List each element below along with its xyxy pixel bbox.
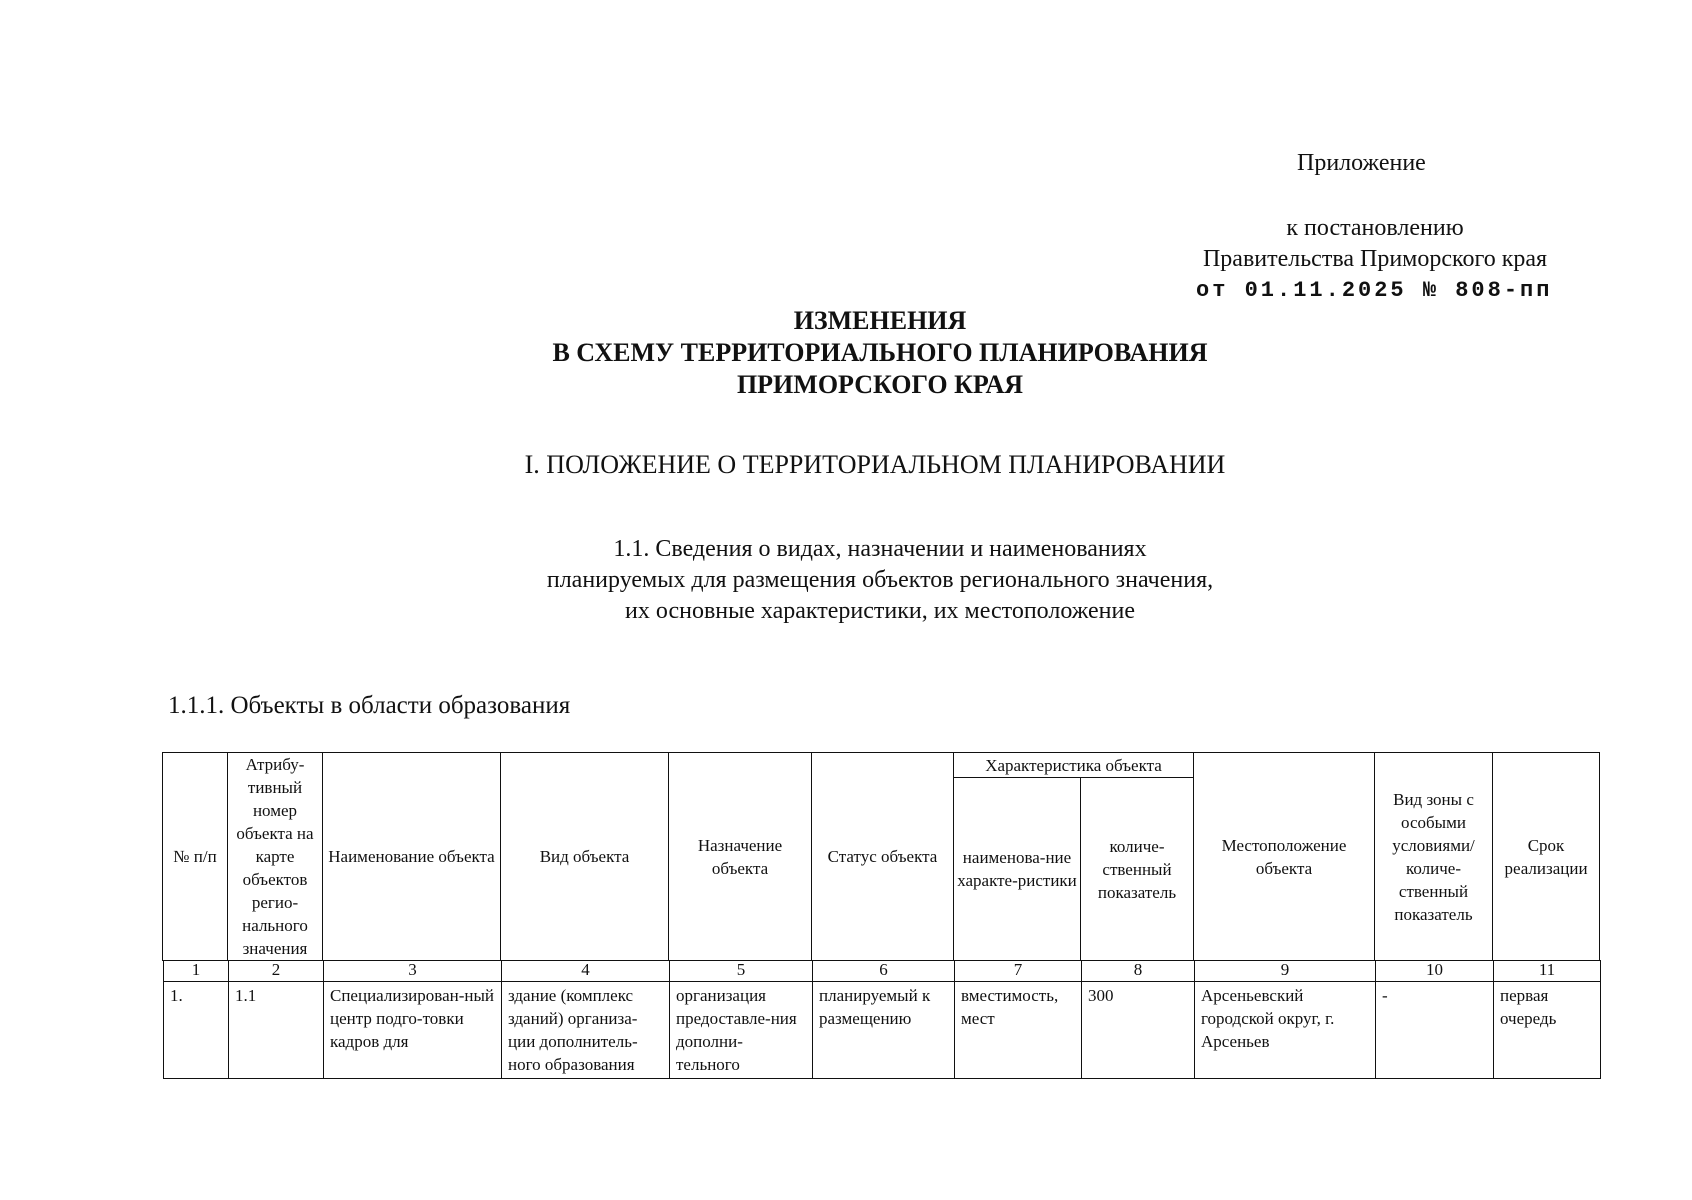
appendix-label: Приложение <box>1297 150 1426 176</box>
column-number: 7 <box>955 961 1082 982</box>
appendix-address <box>1175 213 1575 275</box>
header-term: Срок реализации <box>1493 753 1600 961</box>
cell-status: планируемый к размещению <box>813 982 955 1079</box>
cell-zone: - <box>1376 982 1494 1079</box>
header-location: Местоположение объекта <box>1194 753 1375 961</box>
cell-num: 1. <box>164 982 229 1079</box>
column-number: 5 <box>670 961 813 982</box>
header-purpose: Назначение объекта <box>669 753 812 961</box>
subsection-heading <box>380 534 1380 627</box>
header-attr-number: Атрибу-тивный номер объекта на карте объектов регио-нального значения <box>228 753 323 961</box>
column-number: 3 <box>324 961 502 982</box>
header-char-name: наименова-ние характе-ристики <box>954 778 1081 961</box>
table-header <box>162 752 1600 961</box>
to-resolution-text: к постановлению <box>1286 215 1464 241</box>
column-number: 11 <box>1494 961 1601 982</box>
column-number: 9 <box>1195 961 1376 982</box>
table-body <box>163 960 1601 1079</box>
header-status: Статус объекта <box>812 753 954 961</box>
government-text: Правительства Приморского края <box>1202 246 1548 272</box>
column-number: 4 <box>502 961 670 982</box>
header-char-value: количе-ственный показатель <box>1081 778 1194 961</box>
cell-type: здание (комплекс зданий) организа-ции дополнитель-ного образования <box>502 982 670 1079</box>
header-name: Наименование объекта <box>323 753 501 961</box>
title-line-3: ПРИМОРСКОГО КРАЯ <box>736 370 1024 399</box>
cell-term: первая очередь <box>1494 982 1601 1079</box>
document-number: от 01.11.2025 № 808-пп <box>1196 278 1553 303</box>
header-num: № п/п <box>163 753 228 961</box>
header-type: Вид объекта <box>501 753 669 961</box>
column-number: 8 <box>1082 961 1195 982</box>
section-heading: I. ПОЛОЖЕНИЕ О ТЕРРИТОРИАЛЬНОМ ПЛАНИРОВАНИИ <box>524 450 1226 479</box>
subsubsection-heading: 1.1.1. Объекты в области образования <box>168 692 571 719</box>
cell-purpose: организация предоставле-ния дополни-тельного <box>670 982 813 1079</box>
document-title <box>380 305 1380 401</box>
cell-location: Арсеньевский городской округ, г. Арсеньев <box>1195 982 1376 1079</box>
subsection-line-3: их основные характеристики, их местоположение <box>625 598 1135 624</box>
column-number: 6 <box>813 961 955 982</box>
column-number: 1 <box>164 961 229 982</box>
column-number: 2 <box>229 961 324 982</box>
header-characteristic: Характеристика объекта <box>954 753 1194 778</box>
title-line-1: ИЗМЕНЕНИЯ <box>793 306 967 335</box>
title-line-2: В СХЕМУ ТЕРРИТОРИАЛЬНОГО ПЛАНИРОВАНИЯ <box>552 338 1208 367</box>
cell-char-name: вместимость, мест <box>955 982 1082 1079</box>
column-numbers-row <box>164 961 1601 982</box>
subsection-line-2: планируемых для размещения объектов регионального значения, <box>546 567 1214 593</box>
column-number: 10 <box>1376 961 1494 982</box>
subsection-line-1: 1.1. Сведения о видах, назначении и наименованиях <box>613 536 1147 562</box>
cell-char-value: 300 <box>1082 982 1195 1079</box>
cell-attr-number: 1.1 <box>229 982 324 1079</box>
table-row <box>164 982 1601 1079</box>
header-zone: Вид зоны с особыми условиями/ количе-ственный показатель <box>1375 753 1493 961</box>
cell-name: Специализирован-ный центр подго-товки кадров для <box>324 982 502 1079</box>
